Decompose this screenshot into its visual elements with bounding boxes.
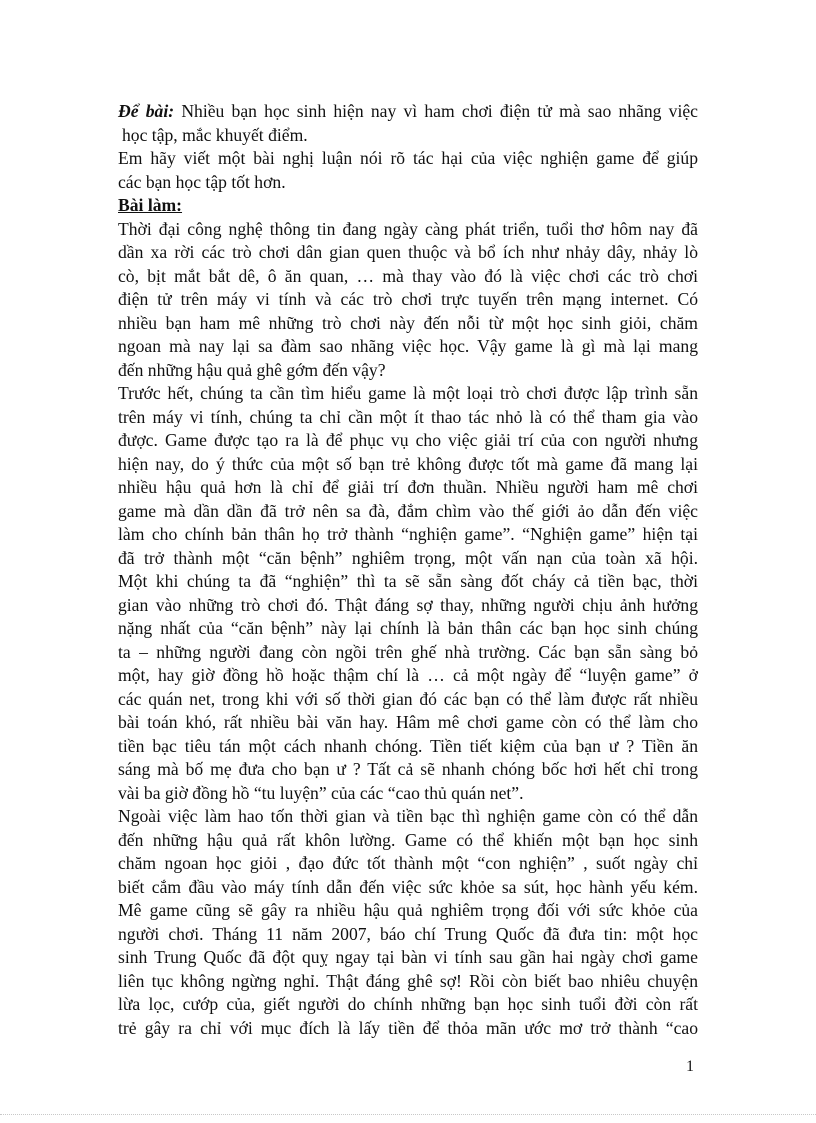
paragraph-line: các quán net, trong khi với số thời gian đó các bạn có thể làm được rất nhiều (118, 688, 698, 709)
page-number: 1 (686, 1058, 694, 1075)
essay-heading-line (118, 194, 698, 218)
paragraph-line: đã trở thành một “căn bệnh” nghiêm trọng, một vấn nạn của toàn xã hội. (118, 547, 698, 568)
document-body (118, 100, 698, 1040)
paragraph-line: Thời đại công nghệ thông tin đang ngày càng phát triển, tuổi thơ hôm nay đã (118, 218, 698, 239)
paragraph-line: sáng mà bố mẹ đưa cho bạn ư ? Tất cả sẽ nhanh chóng bốc hơi hết chỉ trong (118, 759, 698, 779)
topic-line (118, 124, 698, 148)
paragraph-line: Ngoài việc làm hao tốn thời gian và tiền bạc thì nghiện game còn có thể dẫn (118, 806, 698, 826)
topic-text: học tập, mắc khuyết điểm. (122, 124, 308, 145)
paragraph-line: dần xa rời các trò chơi dân gian quen thuộc và bổ ích như nhảy dây, nhảy lò (118, 242, 698, 262)
paragraph-line: Một khi chúng ta đã “nghiện” thì ta sẽ sẵn sàng đốt cháy cả tiền bạc, thời (118, 571, 698, 591)
paragraph-line: hiện nay, do ý thức của một số bạn trẻ không được tốt mà game đã mang lại (118, 453, 698, 474)
paragraph-line: Trước hết, chúng ta cần tìm hiểu game là một loại trò chơi được lập trình sẵn (118, 383, 698, 403)
paragraph-line: trên máy vi tính, chúng ta chỉ cần một ít thao tác nhỏ là có thể tham gia vào (118, 406, 698, 427)
paragraph-line: gian vào những trò chơi đó. Thật đáng sợ thay, những người chịu ảnh hưởng (118, 594, 698, 615)
paragraph-line: vài ba giờ đồng hồ “tu luyện” của các “cao thủ quán net”. (118, 782, 524, 803)
paragraph-line: liên tục không ngừng nghỉ. Thật đáng ghê sợ! Rồi còn biết bao nhiêu chuyện (118, 970, 698, 991)
topic-label: Để bài: (118, 101, 175, 121)
essay-heading: Bài làm: (118, 195, 183, 215)
paragraph-line: điện tử trên máy vi tính và các trò chơi trực tuyến trên mạng internet. Có (118, 289, 698, 309)
essay-paragraphs (118, 218, 698, 1041)
paragraph-line: game mà dần dần đã trở nên sa đà, đắm chìm vào thế giới ảo dẫn đến việc (118, 500, 698, 521)
paragraph-line: đến những hậu quả ghê gớm đến vậy? (118, 359, 386, 380)
paragraph-line: ngoan mà nay lại sa đàm sao nhãng việc học. Vậy game là gì mà lại mang (118, 336, 698, 356)
paragraph-line: nhiều hậu quả hơn là chỉ để giải trí đơn thuần. Nhiều người ham mê chơi (118, 477, 698, 497)
paragraph-line: người chơi. Tháng 11 năm 2007, báo chí Trung Quốc đã đưa tin: một học (118, 923, 698, 944)
footer-rule (0, 1114, 816, 1115)
prompt-line: Em hãy viết một bài nghị luận nói rõ tác hại của việc nghiện game để giúp (118, 148, 698, 168)
paragraph-line: nặng nhất của “căn bệnh” này lại chính là bản thân các bạn học sinh chúng (118, 618, 698, 638)
paragraph-line: lừa lọc, cướp của, giết người do chính những bạn học sinh tuổi đời còn rất (118, 994, 698, 1014)
paragraph-line: biết cắm đầu vào máy tính dẫn đến việc sức khỏe sa sút, học hành yếu kém. (118, 876, 698, 897)
paragraph-line: ta – những người đang còn ngồi trên ghế nhà trường. Các bạn sẵn sàng bỏ (118, 641, 698, 662)
topic-line (118, 100, 698, 124)
topic-text: Nhiều bạn học sinh hiện nay vì ham chơi điện tử mà sao nhãng việc (181, 101, 698, 121)
paragraph-line: sinh Trung Quốc đã đột quỵ ngay tại bàn vi tính sau gần hai ngày chơi game (118, 947, 698, 967)
paragraph-line: Mê game cũng sẽ gây ra nhiều hậu quả nghiêm trọng đối với sức khỏe của (118, 900, 698, 920)
paragraph-line: được. Game được tạo ra là để phục vụ cho việc giải trí của con người nhưng (118, 430, 698, 450)
paragraph-line: một, hay giờ đồng hồ hoặc thậm chí là … cả một ngày để “luyện game” ở (118, 665, 698, 685)
paragraph-line: chăm ngoan học giỏi , đạo đức tốt thành một “con nghiện” , suốt ngày chỉ (118, 853, 698, 873)
paragraph-line: cò, bịt mắt bắt dê, ô ăn quan, … mà thay vào đó là việc chơi các trò chơi (118, 265, 698, 286)
prompt-line: các bạn học tập tốt hơn. (118, 171, 286, 192)
paragraph-line: làm cho chính bản thân họ trở thành “nghiện game”. “Nghiện game” hiện tại (118, 524, 698, 544)
paragraph-line: đến những hậu quả rất khôn lường. Game có thể khiến một bạn học sinh (118, 829, 698, 850)
paragraph-line: tiền bạc tiêu tán một cách nhanh chóng. Tiền tiết kiệm của bạn ư ? Tiền ăn (118, 735, 698, 756)
paragraph-line: trẻ gây ra chỉ với mục đích là lấy tiền để thỏa mãn ước mơ trở thành “cao (118, 1017, 698, 1038)
paragraph-line: bài toán khó, rất nhiều bài văn hay. Hâm mê chơi game còn có thể làm cho (118, 712, 698, 732)
paragraph-line: nhiều bạn ham mê những trò chơi này đến nỗi từ một học sinh giỏi, chăm (118, 312, 698, 333)
